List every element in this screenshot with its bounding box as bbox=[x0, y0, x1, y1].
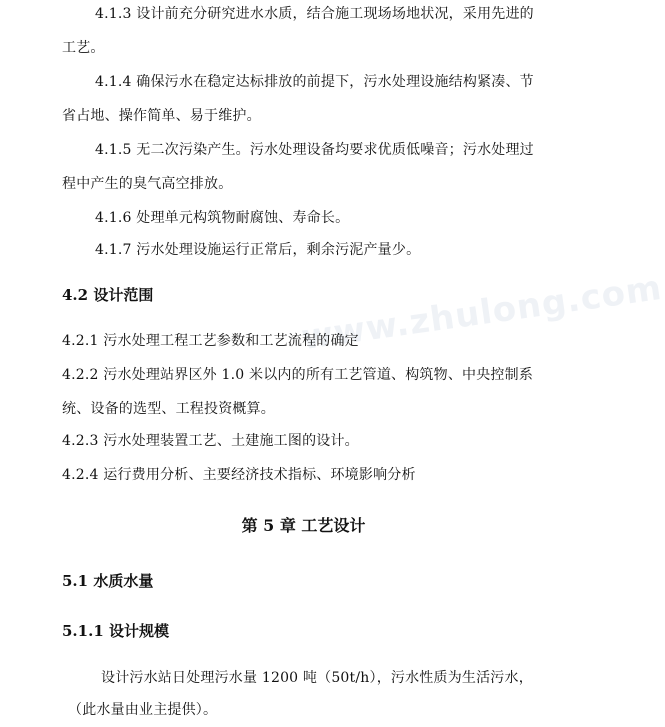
list-item: 4.2.3 污水处理装置工艺、土建施工图的设计。 bbox=[62, 433, 359, 449]
section-heading: 4.2 设计范围 bbox=[62, 286, 154, 304]
paragraph-line: 4.1.3 设计前充分研究进水水质，结合施工现场场地状况，采用先进的 bbox=[95, 6, 534, 22]
list-item: 4.2.2 污水处理站界区外 1.0 米以内的所有工艺管道、构筑物、中央控制系 bbox=[62, 367, 534, 383]
watermark: www.zhulong.com bbox=[298, 267, 665, 359]
list-item: 4.2.1 污水处理工程工艺参数和工艺流程的确定 bbox=[62, 333, 359, 349]
paragraph-line: 4.1.7 污水处理设施运行正常后，剩余污泥产量少。 bbox=[95, 242, 421, 258]
paragraph-line: 省占地、操作简单、易于维护。 bbox=[62, 108, 261, 124]
paragraph-line: 4.1.6 处理单元构筑物耐腐蚀、寿命长。 bbox=[95, 210, 350, 226]
list-item: 统、设备的选型、工程投资概算。 bbox=[62, 401, 275, 417]
list-item: 4.2.4 运行费用分析、主要经济技术指标、环境影响分析 bbox=[62, 467, 416, 483]
paragraph-line: 4.1.4 确保污水在稳定达标排放的前提下，污水处理设施结构紧凑、节 bbox=[95, 74, 534, 90]
paragraph-line: 程中产生的臭气高空排放。 bbox=[62, 176, 233, 192]
section-heading: 5.1 水质水量 bbox=[62, 572, 154, 590]
paragraph-line: 工艺。 bbox=[62, 40, 105, 56]
subsection-heading: 5.1.1 设计规模 bbox=[62, 622, 169, 640]
paragraph-line: 设计污水站日处理污水量 1200 吨（50t/h），污水性质为生活污水， bbox=[101, 670, 533, 686]
paragraph-line: 4.1.5 无二次污染产生。污水处理设备均要求优质低噪音；污水处理过 bbox=[95, 142, 534, 158]
paragraph-line: （此水量由业主提供）。 bbox=[68, 702, 218, 718]
chapter-title: 第 5 章 工艺设计 bbox=[241, 516, 366, 535]
